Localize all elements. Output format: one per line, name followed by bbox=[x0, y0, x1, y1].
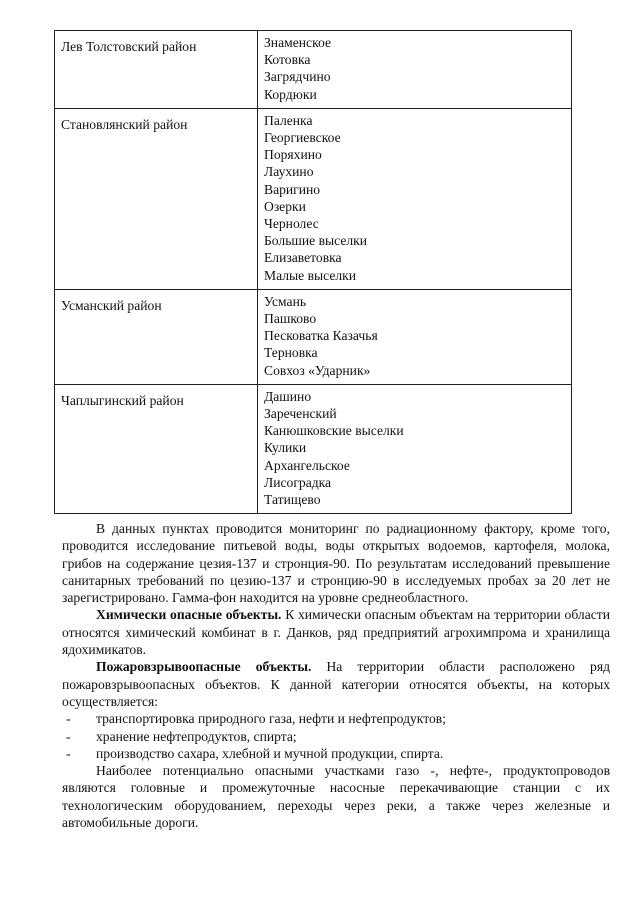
village-name: Большие выселки bbox=[264, 233, 368, 249]
village-name: Елизаветовка bbox=[264, 250, 342, 266]
table-row bbox=[55, 289, 572, 384]
village-list bbox=[258, 384, 572, 513]
body-text bbox=[62, 520, 610, 831]
village-list bbox=[258, 289, 572, 384]
bullet-list bbox=[62, 710, 610, 762]
village-name: Георгиевское bbox=[264, 130, 341, 146]
list-item bbox=[62, 710, 610, 727]
district-name: Усманский район bbox=[55, 289, 258, 384]
district-name: Лев Толстовский район bbox=[55, 31, 258, 109]
list-item-text: хранение нефтепродуктов, спирта; bbox=[96, 728, 297, 744]
village-name: Архангельское bbox=[264, 457, 350, 473]
paragraph-fire-body: На территории области расположено ряд пожаровзрывоопасных объектов. К данной категории относятся объекты, на которых осуществляется: bbox=[62, 659, 610, 709]
heading-chemical: Химически опасные объекты. bbox=[96, 607, 282, 623]
village-name: Кулики bbox=[264, 440, 307, 456]
village-name: Совхоз «Ударник» bbox=[264, 362, 371, 378]
paragraph-fire bbox=[62, 658, 610, 710]
list-item bbox=[62, 728, 610, 745]
bullet-dash: - bbox=[66, 728, 71, 744]
village-name: Лисоградка bbox=[264, 474, 332, 490]
district-name: Чаплыгинский район bbox=[55, 384, 258, 513]
village-name: Варигино bbox=[264, 181, 321, 197]
village-name: Канюшковские выселки bbox=[264, 423, 404, 439]
village-name: Кордюки bbox=[264, 86, 317, 102]
village-name: Малые выселки bbox=[264, 267, 357, 283]
village-name: Поряхино bbox=[264, 147, 322, 163]
village-name: Татищево bbox=[264, 492, 321, 508]
village-name: Паленка bbox=[264, 112, 313, 128]
list-item-text: транспортировка природного газа, нефти и нефтепродуктов; bbox=[96, 711, 446, 727]
paragraph-chemical-body: К химически опасным объектам на территории области относятся химический комбинат в г. Данков, ряд предприятий агрохимпрома и хранилища ядохимикатов. bbox=[62, 607, 610, 658]
table-row bbox=[55, 384, 572, 513]
village-name: Усмань bbox=[264, 293, 307, 309]
village-name: Озерки bbox=[264, 198, 306, 214]
village-name: Терновка bbox=[264, 345, 318, 361]
village-name: Котовка bbox=[264, 52, 311, 68]
paragraph-chemical bbox=[62, 606, 610, 658]
district-name: Становлянский район bbox=[55, 108, 258, 289]
village-name: Знаменское bbox=[264, 35, 331, 50]
village-name: Загрядчино bbox=[264, 69, 331, 85]
village-list bbox=[258, 31, 572, 109]
list-item bbox=[62, 745, 610, 762]
village-name: Зареченский bbox=[264, 406, 337, 422]
heading-fire: Пожаровзрывоопасные объекты. bbox=[96, 659, 312, 675]
village-name: Лаухино bbox=[264, 164, 314, 180]
paragraph-pipelines: Наиболее потенциально опасными участками газо -, нефте-, продуктопроводов являются головные и промежуточные насосные перекачивающие станции с их технологическим оборудованием, переходы через реки, а также через железные и автомобильные дороги. bbox=[62, 763, 610, 831]
districts-table-body bbox=[55, 31, 572, 514]
table-row bbox=[55, 31, 572, 109]
table-row bbox=[55, 108, 572, 289]
village-name: Песковатка Казачья bbox=[264, 328, 378, 344]
bullet-dash: - bbox=[66, 745, 71, 761]
bullet-dash: - bbox=[66, 711, 71, 727]
paragraph-monitoring: В данных пунктах проводится мониторинг по радиационному фактору, кроме того, проводится исследование питьевой воды, воды открытых водоемов, картофеля, молока, грибов на содержание цезия-137 и стронция-90. По результатам исследований превышение санитарных требований по цезию-137 и стронцию-90 в исследуемых пробах за 20 лет не зарегистрировано. Гамма-фон находится на уровне среднеобластного. bbox=[62, 521, 610, 606]
village-list bbox=[258, 108, 572, 289]
districts-table bbox=[54, 30, 572, 514]
village-name: Дашино bbox=[264, 388, 312, 404]
list-item-text: производство сахара, хлебной и мучной продукции, спирта. bbox=[96, 745, 444, 761]
village-name: Пашково bbox=[264, 311, 317, 327]
village-name: Чернолес bbox=[264, 216, 319, 232]
